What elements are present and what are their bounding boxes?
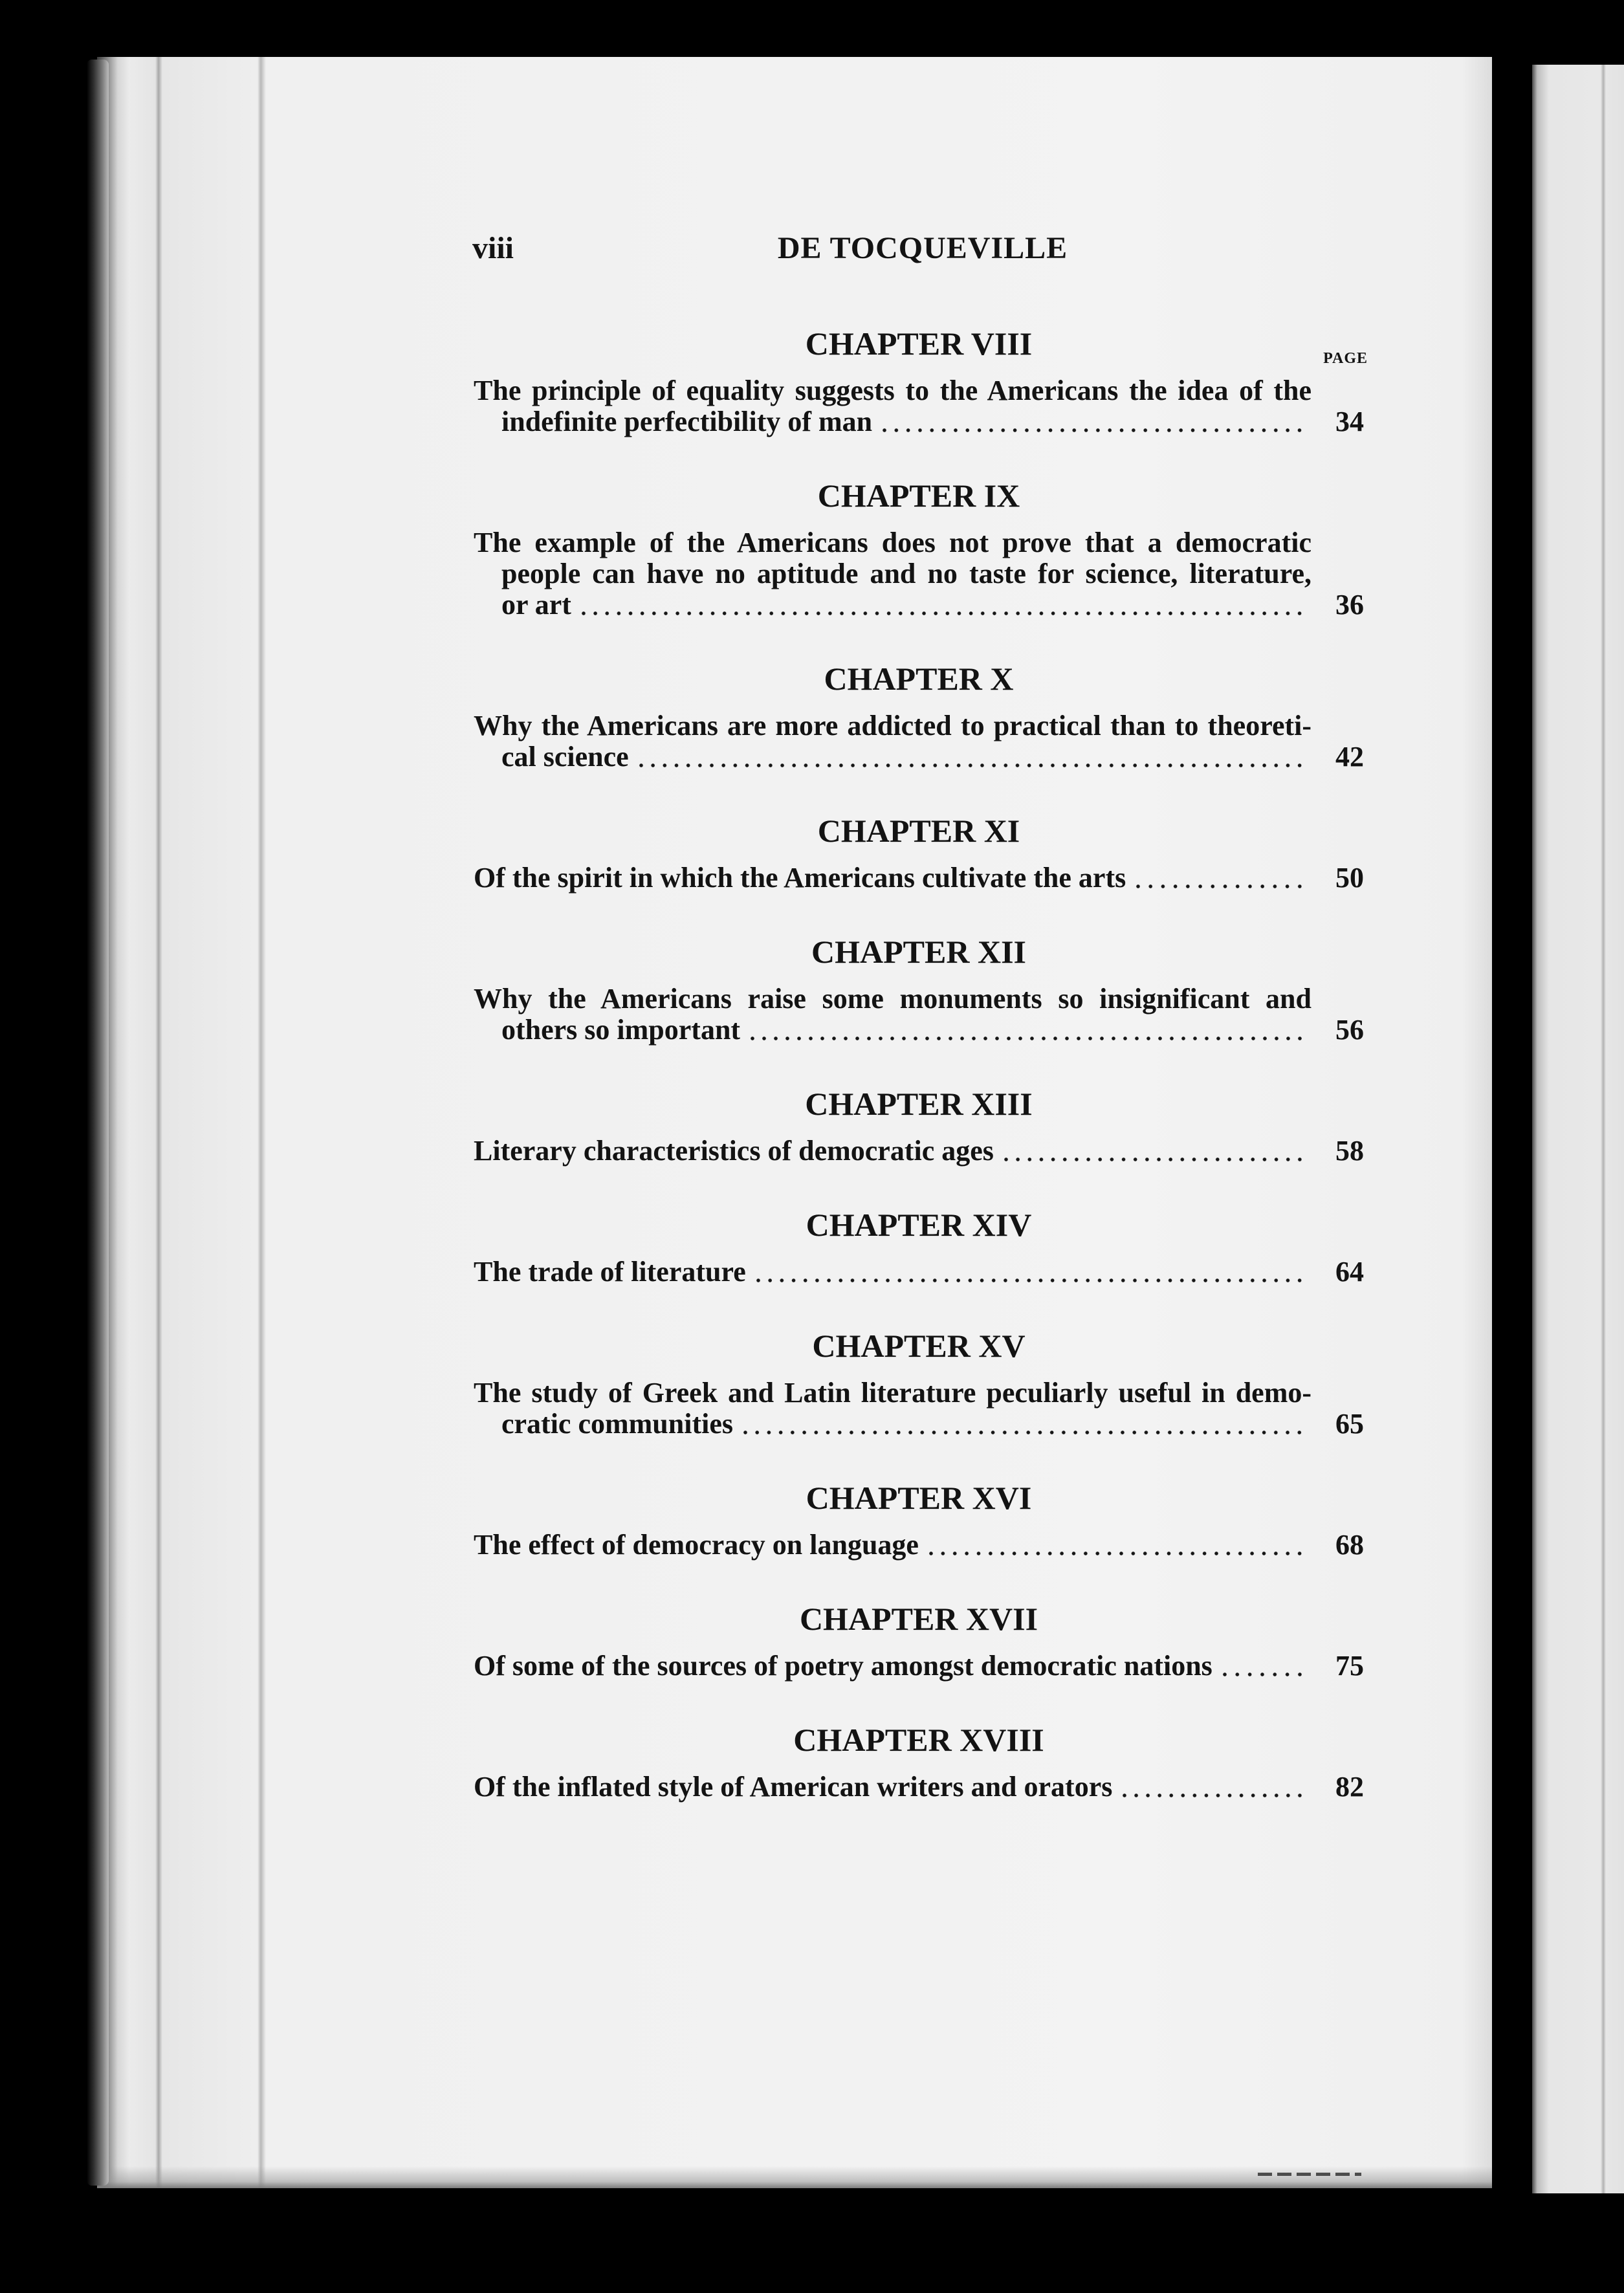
running-title: DE TOCQUEVILLE — [777, 231, 1068, 265]
dot-leader — [1119, 1772, 1306, 1803]
page-number: 75 — [1335, 1650, 1364, 1682]
toc-entry — [474, 661, 1364, 773]
dot-leader — [1000, 1136, 1306, 1167]
chapter-heading: CHAPTER XVI — [806, 1480, 1032, 1516]
toc-entry — [474, 1086, 1364, 1167]
dot-leader — [1219, 1651, 1306, 1682]
toc-entry — [474, 477, 1364, 620]
dot-leader — [747, 1015, 1306, 1046]
dot-leader — [925, 1530, 1306, 1561]
entry-title-text: others so important — [501, 1014, 741, 1046]
entry-title-line: The example of the Americans does not prove that a democratic — [474, 527, 1311, 558]
page-number: 42 — [1335, 741, 1364, 773]
dot-leader — [879, 406, 1306, 437]
entry-final-line — [474, 862, 1364, 894]
page-number: 65 — [1335, 1408, 1364, 1440]
chapter-heading: CHAPTER X — [824, 661, 1014, 697]
toc-entry — [474, 1722, 1364, 1803]
chapter-heading: CHAPTER XII — [811, 934, 1026, 970]
entry-title-text: or art — [501, 589, 571, 620]
running-header — [474, 230, 1364, 267]
toc-entry — [474, 325, 1364, 437]
entry-title-text: The effect of democracy on language — [474, 1529, 919, 1561]
page-number: 68 — [1335, 1529, 1364, 1561]
scan-mark — [1258, 2173, 1361, 2176]
chapter-heading: CHAPTER XV — [812, 1328, 1026, 1364]
page-number: 58 — [1335, 1135, 1364, 1167]
entry-title-text: Of the inflated style of American writers and orators — [474, 1771, 1113, 1803]
dot-leader — [740, 1409, 1306, 1440]
chapter-heading: CHAPTER VIII — [805, 325, 1033, 362]
chapter-heading: CHAPTER XIII — [805, 1086, 1033, 1122]
toc-entry — [474, 1207, 1364, 1288]
binding-edge — [87, 60, 109, 2186]
page-bottom-edge — [97, 2166, 1492, 2188]
chapter-heading: CHAPTER XVII — [799, 1601, 1038, 1637]
facing-page-edge — [1532, 65, 1624, 2193]
entry-title-text: The trade of literature — [474, 1256, 746, 1288]
toc-entry — [474, 813, 1364, 894]
entry-final-line — [474, 1530, 1364, 1561]
entry-final-line — [474, 1772, 1364, 1803]
page-number: 34 — [1335, 406, 1364, 437]
chapter-heading: CHAPTER XIV — [806, 1207, 1032, 1243]
entry-title-line: The study of Greek and Latin literature peculiarly useful in demo- — [474, 1377, 1311, 1409]
page-number: 56 — [1335, 1014, 1364, 1046]
entry-final-line — [501, 741, 1364, 773]
entry-final-line — [474, 1651, 1364, 1682]
entry-title-text: Of the spirit in which the Americans cultivate the arts — [474, 862, 1126, 894]
entry-title-text: Literary characteristics of democratic ages — [474, 1135, 994, 1167]
entry-title-line: people can have no aptitude and no taste for science, literature, — [501, 558, 1311, 589]
toc-entry — [474, 1480, 1364, 1561]
entry-title-line: The principle of equality suggests to the Americans the idea of the — [474, 375, 1311, 406]
entry-final-line — [474, 1256, 1364, 1288]
dot-leader — [578, 589, 1306, 620]
entry-title-text: indefinite perfectibility of man — [501, 406, 873, 437]
page-number: 82 — [1335, 1771, 1364, 1803]
dot-leader — [752, 1256, 1306, 1288]
page-number: 50 — [1335, 862, 1364, 894]
toc-entry — [474, 934, 1364, 1046]
chapter-heading: CHAPTER IX — [817, 477, 1020, 514]
entry-final-line — [501, 1015, 1364, 1046]
entry-title-text: cal science — [501, 741, 629, 773]
table-of-contents — [474, 325, 1368, 1843]
page-folio: viii — [472, 231, 514, 265]
entry-final-line — [501, 1409, 1364, 1440]
chapter-heading: CHAPTER XVIII — [793, 1722, 1044, 1758]
chapter-heading: CHAPTER XI — [817, 813, 1020, 849]
page-column-label: PAGE — [1323, 350, 1368, 367]
entry-final-line — [501, 406, 1364, 437]
toc-entry — [474, 1601, 1364, 1682]
entry-title-text: Of some of the sources of poetry amongst democratic nations — [474, 1650, 1213, 1682]
dot-leader — [635, 741, 1306, 773]
entry-final-line — [474, 1136, 1364, 1167]
entry-title-line: Why the Americans raise some monuments so insignificant and — [474, 983, 1311, 1015]
entry-title-text: cratic communities — [501, 1408, 733, 1440]
dot-leader — [1132, 862, 1306, 894]
page-number: 64 — [1335, 1256, 1364, 1288]
page-number: 36 — [1335, 589, 1364, 620]
toc-entry — [474, 1328, 1364, 1440]
entry-final-line — [501, 589, 1364, 620]
entry-title-line: Why the Americans are more addicted to practical than to theoreti- — [474, 710, 1311, 741]
